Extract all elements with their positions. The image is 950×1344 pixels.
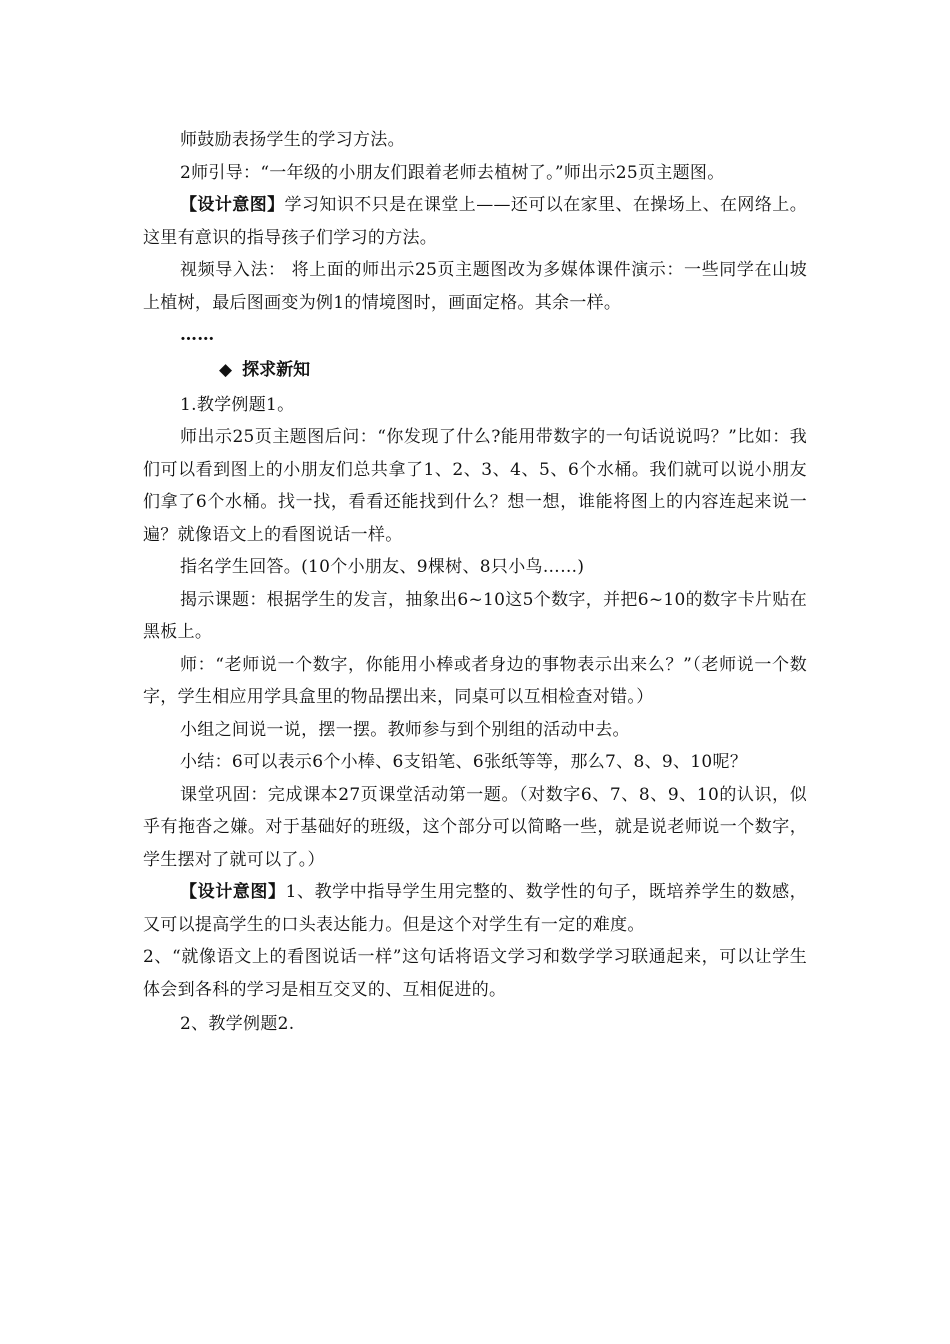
- paragraph-consolidation: 课堂巩固：完成课本27页课堂活动第一题。（对数字6、7、8、9、10的认识，似乎有拖沓之嫌。对于基础好的班级，这个部分可以简略一些，就是说老师说一个数字，学生摆对了就可以了。）: [143, 784, 807, 870]
- paragraph-design-intent-point-2: 2、“就像语文上的看图说话一样”这句话将语文学习和数学学习联通起来，可以让学生体会到各科的学习是相互交叉的、互相促进的。: [143, 947, 807, 1000]
- paragraph-praise: 师鼓励表扬学生的学习方法。: [180, 130, 405, 150]
- design-intent-text-2: 1、教学中指导学生用完整的、数学性的句子，既培养学生的数感，又可以提高学生的口头表达能力。但是这个对学生有一定的难度。: [143, 882, 807, 935]
- paragraph-group-activity: 小组之间说一说，摆一摆。教师参与到个别组的活动中去。: [180, 719, 630, 740]
- diamond-icon: ◆: [219, 359, 233, 380]
- document-page: [143, 124, 807, 1041]
- paragraph-question: 师出示25页主题图后问：“你发现了什么?能用带数字的一句话说说吗？”比如：我们可以看到图上的小朋友们总共拿了1、2、3、4、5、6个水桶。我们就可以说小朋友们拿了6个水桶。找一找，看看还能找到什么？想一想，谁能将图上的内容连起来说一遍？就像语文上的看图说话一样。: [143, 427, 807, 545]
- paragraph-design-intent-1: [143, 189, 807, 254]
- paragraph-video-intro: 视频导入法： 将上面的师出示25页主题图改为多媒体课件演示：一些同学在山坡上植树，最后图画变为例1的情境图时，画面定格。其余一样。: [143, 260, 807, 313]
- paragraph-student-answer: 指名学生回答。(10个小朋友、9棵树、8只小鸟……): [180, 557, 585, 577]
- paragraph-reveal-topic: 揭示课题：根据学生的发言，抽象出6~10这5个数字，并把6~10的数字卡片贴在黑板上。: [143, 589, 807, 642]
- section-heading: [143, 354, 807, 387]
- design-intent-text: 学习知识不只是在课堂上——还可以在家里、在操场上、在网络上。这里有意识的指导孩子们学习的方法。: [143, 195, 807, 248]
- paragraph-teacher-guide: 2师引导：“一年级的小朋友们跟着老师去植树了。”师出示25页主题图。: [180, 162, 725, 183]
- paragraph-example-1: 1.教学例题1。: [180, 394, 295, 415]
- paragraph-teacher-says: 师：“老师说一个数字，你能用小棒或者身边的事物表示出来么？”（老师说一个数字，学生相应用学具盒里的物品摆出来，同桌可以互相检查对错。）: [143, 654, 807, 707]
- paragraph-ellipsis: ……: [180, 325, 215, 345]
- paragraph-summary: 小结：6可以表示6个小棒、6支铅笔、6张纸等等，那么7、8、9、10呢？: [180, 752, 748, 772]
- paragraph-design-intent-2: [143, 876, 807, 941]
- design-intent-label: 【设计意图】: [180, 195, 285, 215]
- paragraph-example-2: 2、教学例题2.: [180, 1014, 295, 1034]
- design-intent-label-2: 【设计意图】: [180, 882, 286, 902]
- section-heading-text: 探求新知: [242, 359, 311, 380]
